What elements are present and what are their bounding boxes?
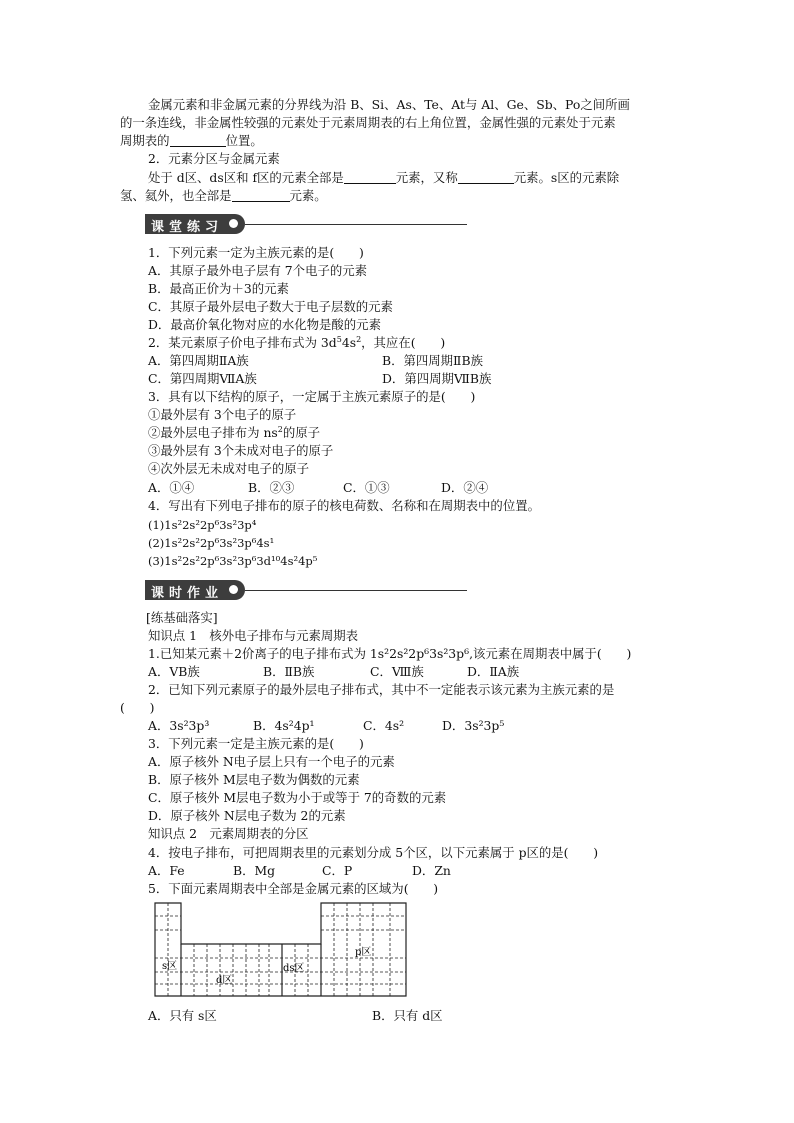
- question-2-option-c: C．第四周期ⅦA族: [148, 371, 257, 386]
- hw-question-4-stem: 4．按电子排布，可把周期表里的元素划分成 5个区，以下元素属于 p区的是( ): [148, 845, 599, 860]
- question-3-option-a: A．①④: [148, 480, 195, 495]
- hw-question-2-option-d: D．3s²3p⁵: [442, 718, 505, 733]
- intro-line-1: 金属元素和非金属元素的分界线为沿 B、Si、As、Te、At与 Al、Ge、Sb、Po之间所画: [148, 97, 630, 112]
- hw-question-4-option-c: C．P: [322, 863, 353, 878]
- hw-question-5-option-b: B．只有 d区: [372, 1008, 443, 1023]
- region-label-p: p区: [355, 947, 372, 958]
- hw-question-2-option-a: A．3s²3p³: [148, 718, 210, 733]
- fill-blank: [232, 189, 290, 202]
- question-1-option-d: D．最高价氧化物对应的水化物是酸的元素: [148, 317, 381, 332]
- hw-question-2-stem: 2．已知下列元素原子的最外层电子排布式，其中不一定能表示该元素为主族元素的是: [148, 682, 615, 697]
- fill-blank: [344, 171, 396, 184]
- hw-question-3-option-d: D．原子核外 N层电子数为 2的元素: [148, 808, 346, 823]
- intro-line-2: 的一条连线，非金属性较强的元素处于元素周期表的右上角位置，金属性强的元素处于元素: [120, 115, 616, 130]
- section-header-homework: [145, 580, 467, 600]
- hw-question-4-option-d: D．Zn: [412, 863, 451, 878]
- region-label-d: d区: [216, 975, 233, 986]
- question-2-option-b: B．第四周期ⅡB族: [382, 353, 483, 368]
- question-3-item-2: ②最外层电子排布为 $ns^2$的原子: [148, 425, 321, 440]
- question-4-part-1: (1)1s²2s²2p⁶3s²3p⁴: [148, 518, 257, 532]
- intro-line-3: 周期表的 位置。: [120, 133, 263, 148]
- hw-question-3-option-a: A．原子核外 N电子层上只有一个电子的元素: [148, 754, 395, 769]
- question-4-part-3: (3)1s²2s²2p⁶3s²3p⁶3d¹⁰4s²4p⁵: [148, 554, 318, 568]
- fill-blank: [458, 171, 514, 184]
- hw-question-2-bracket: ( ): [120, 700, 155, 715]
- knowledge-point-2: 知识点 2 元素周期表的分区: [148, 826, 309, 841]
- question-1-option-b: B．最高正价为＋3的元素: [148, 281, 289, 296]
- region-label-s: s区: [162, 961, 178, 972]
- question-1-option-a: A．其原子最外电子层有 7个电子的元素: [148, 263, 368, 278]
- question-3-item-3: ③最外层有 3个未成对电子的原子: [148, 443, 334, 458]
- knowledge-point-1: 知识点 1 核外电子排布与元素周期表: [148, 628, 359, 643]
- section-title: 课时作业: [151, 586, 224, 601]
- question-4-stem: 4．写出有下列电子排布的原子的核电荷数、名称和在周期表中的位置。: [148, 498, 540, 513]
- section-title: 课堂练习: [151, 220, 224, 235]
- section-header-tab: [145, 214, 245, 234]
- periodic-table-diagram: [150, 898, 412, 1000]
- question-1-option-c: C．其原子最外层电子数大于电子层数的元素: [148, 299, 393, 314]
- intro-heading-2: 2．元素分区与金属元素: [148, 151, 280, 166]
- hw-question-2-option-c: C．4s²: [363, 718, 405, 733]
- question-4-part-2: (2)1s²2s²2p⁶3s²3p⁶4s¹: [148, 536, 275, 550]
- section-header-tab: [145, 580, 245, 600]
- question-3-option-b: B．②③: [248, 480, 295, 495]
- practice-level-heading: [练基础落实]: [146, 610, 218, 625]
- question-1-stem: 1．下列元素一定为主族元素的是( ): [148, 245, 364, 260]
- hw-question-3-option-b: B．原子核外 M层电子数为偶数的元素: [148, 772, 360, 787]
- hw-question-5-option-a: A．只有 s区: [148, 1008, 217, 1023]
- intro-line-5: 氢、氦外，也全部是 元素。: [120, 188, 327, 203]
- region-label-ds: ds区: [283, 963, 305, 974]
- section-divider: [245, 224, 467, 225]
- question-3-item-4: ④次外层无未成对电子的原子: [148, 461, 310, 476]
- hw-question-1-stem: 1.已知某元素＋2价离子的电子排布式为 1s²2s²2p⁶3s²3p⁶,该元素在周期表中属于( ): [148, 646, 632, 661]
- question-3-option-d: D．②④: [441, 480, 489, 495]
- question-2-option-a: A．第四周期ⅡA族: [148, 353, 249, 368]
- section-divider: [245, 590, 467, 591]
- hw-question-4-option-b: B．Mg: [233, 863, 276, 878]
- hw-question-3-option-c: C．原子核外 M层电子数为小于或等于 7的奇数的元素: [148, 790, 447, 805]
- hw-question-3-stem: 3．下列元素一定是主族元素的是( ): [148, 736, 364, 751]
- hw-question-2-option-b: B．4s²4p¹: [253, 718, 315, 733]
- question-2-option-d: D．第四周期ⅦB族: [382, 371, 492, 386]
- hw-question-1-option-a: A．ⅤB族: [148, 664, 200, 679]
- hw-question-1-option-d: D．ⅡA族: [467, 664, 520, 679]
- section-header-classroom-practice: [145, 214, 467, 234]
- question-3-option-c: C．①③: [343, 480, 390, 495]
- hw-question-4-option-a: A．Fe: [148, 863, 185, 878]
- hw-question-5-stem: 5．下面元素周期表中全部是金属元素的区域为( ): [148, 881, 439, 896]
- intro-line-4: 处于 d区、ds区和 f区的元素全部是 元素，又称 元素。s区的元素除: [148, 170, 620, 185]
- fill-blank: [170, 134, 226, 147]
- question-3-stem: 3．具有以下结构的原子，一定属于主族元素原子的是( ): [148, 389, 476, 404]
- bullet-dot-icon: [229, 585, 238, 594]
- question-3-item-1: ①最外层有 3个电子的原子: [148, 407, 297, 422]
- hw-question-1-option-b: B．ⅡB族: [263, 664, 315, 679]
- bullet-dot-icon: [229, 219, 238, 228]
- hw-question-1-option-c: C．Ⅷ族: [370, 664, 424, 679]
- question-2-stem: 2．某元素原子价电子排布式为 $3d^54s^2$，其应在( ): [148, 335, 446, 350]
